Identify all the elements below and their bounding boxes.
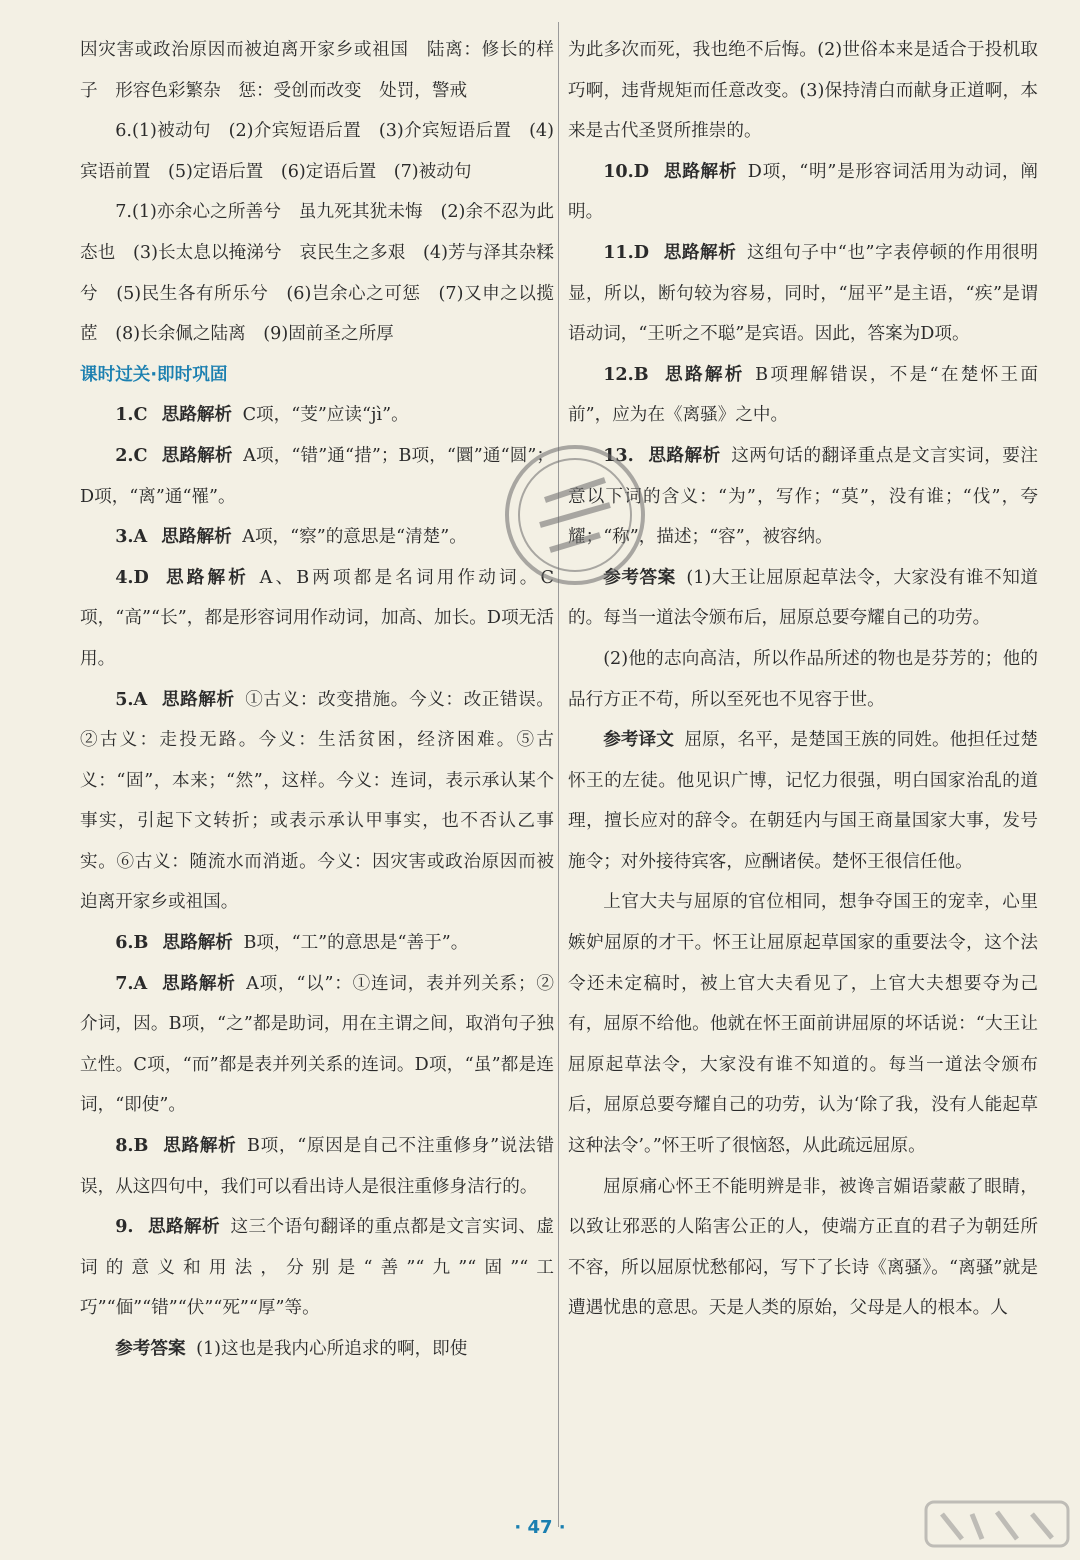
item-label: 思路解析 (162, 933, 233, 954)
answer-text: (1)大王让屈原起草法令，大家没有谁不知道的。每当一道法令颁布后，屈原总要夸耀自己的功劳。 (568, 567, 1038, 629)
item-label: 思路解析 (161, 527, 232, 548)
item-number: 3.A (115, 526, 148, 548)
right-column (568, 30, 1038, 1329)
item-number: 12.B (603, 363, 649, 385)
item-4 (80, 558, 554, 680)
item-10 (568, 152, 1038, 233)
page-number: · 47 · (514, 1517, 566, 1538)
item-text: D项，“明”是形容词活用为动词，阐明。 (568, 161, 1038, 223)
answer-6: 6.(1)被动句 (2)介宾短语后置 (3)介宾短语后置 (4)宾语前置 (5)定语后置 (6)定语后置 (7)被动句 (80, 121, 554, 182)
item-text: C项，“芰”应读“jì”。 (242, 405, 409, 426)
translation-label: 参考译文 (603, 730, 674, 751)
right-continuation: 为此多次而死，我也绝不后悔。(2)世俗本来是适合于投机取巧啊，违背规矩而任意改变。(3)保持清白而献身正道啊，本来是古代圣贤所推崇的。 (568, 40, 1038, 142)
item-label: 思路解析 (161, 973, 236, 994)
item-5 (80, 680, 554, 924)
item-text: A、B两项都是名词用作动词。C项，“高”“长”，都是形容词用作动词，加高、加长。D项无活用。 (80, 567, 554, 669)
item-text: 这三个语句翻译的重点都是文言实词、虚词的意义和用法，分别是“善”“九”“固”“工巧”“偭”“错”“伏”“死”“厚”等。 (80, 1217, 554, 1319)
answer-7: 7.(1)亦余心之所善兮 虽九死其犹未悔 (2)余不忍为此态也 (3)长太息以掩涕兮 哀民生之多艰 (4)芳与泽其杂糅兮 (5)民生各有所乐兮 (6)岂余心之可惩 (7)又申之以揽茝 (8)长余佩之陆离 (9)固前圣之所厚 (80, 202, 554, 345)
item-number: 6.B (115, 932, 149, 954)
item-label: 思路解析 (147, 1217, 220, 1238)
item-text: A项，“察”的意思是“清楚”。 (242, 527, 467, 548)
item-9 (80, 1207, 554, 1329)
item-7 (80, 964, 554, 1126)
item-12 (568, 355, 1038, 436)
item-text: ①古义：改变措施。今义：改正错误。②古义：走投无路。今义：生活贫困，经济困难。⑤古义：“固”，本来；“然”，这样。今义：连词，表示承认某个事实，引起下文转折；或表示承认甲事实，也不否认乙事实。⑥古义：随流水而消逝。今义：因灾害或政治原因而被迫离开家乡或祖国。 (80, 689, 554, 913)
item-text: B项，“工”的意思是“善于”。 (243, 933, 469, 954)
item-1 (80, 395, 554, 436)
item-number: 9. (115, 1216, 134, 1238)
translation-text: 屈原，名平，是楚国王族的同姓。他担任过楚怀王的左徒。他见识广博，记忆力很强，明白国家治乱的道理，擅长应对的辞令。在朝廷内与国王商量国家大事，发号施令；对外接待宾客，应酬诸侯。楚怀王很信任他。 (568, 730, 1038, 872)
item-2 (80, 436, 554, 517)
item-number: 4.D (115, 566, 149, 588)
item-text: 这两句话的翻译重点是文言实词，要注意以下词的含义：“为”，写作；“莫”，没有谁；“伐”，夸耀；“称”，描述；“容”，被容纳。 (568, 445, 1038, 548)
reference-answer-13-part2: (2)他的志向高洁，所以作品所述的物也是芬芳的；他的品行方正不苟，所以至死也不见容于世。 (568, 648, 1038, 710)
item-number: 1.C (115, 404, 148, 426)
item-number: 2.C (115, 444, 148, 466)
item-label: 思路解析 (663, 161, 738, 182)
reference-answer-9 (80, 1329, 554, 1370)
item-label: 思路解析 (647, 445, 721, 466)
item-label: 思路解析 (162, 567, 250, 588)
answer-label: 参考答案 (603, 567, 676, 588)
item-text: A项，“错”通“措”；B项，“圜”通“圆”；D项，“离”通“罹”。 (80, 445, 554, 507)
item-label: 思路解析 (663, 242, 737, 263)
item-number: 10.D (603, 160, 650, 182)
translation-para-2: 上官大夫与屈原的官位相同，想争夺国王的宠幸，心里嫉妒屈原的才干。怀王让屈原起草国家的重要法令，这个法令还未定稿时，被上官大夫看见了，上官大夫想要夺为己有，屈原不给他。他就在怀王面前讲屈原的坏话说：“大王让屈原起草法令，大家没有谁不知道的。每当一道法令颁布后，屈原总要夸耀自己的功劳，认为‘除了我，没有人能起草这种法令’。”怀王听了很恼怒，从此疏远屈原。 (568, 892, 1038, 1157)
item-number: 5.A (115, 688, 148, 710)
item-label: 思路解析 (662, 364, 745, 385)
item-label: 思路解析 (161, 445, 233, 466)
translation-para-3: 屈原痛心怀王不能明辨是非，被谗言媚语蒙蔽了眼睛，以致让邪恶的人陷害公正的人，使端方正直的君子为朝廷所不容，所以屈原忧愁郁闷，写下了长诗《离骚》。“离骚”就是遭遇忧患的意思。天是人类的原始，父母是人的根本。人 (568, 1176, 1038, 1319)
section-title: 课时过关·即时巩固 (80, 364, 228, 385)
answer-label: 参考答案 (115, 1339, 186, 1359)
watermark-stamp-icon (500, 440, 650, 590)
item-number: 13. (603, 444, 634, 466)
item-text: A项，“以”：①连词，表并列关系；②介词，因。B项，“之”都是助词，用在主谓之间，取消句子独立性。C项，“而”都是表并列关系的连词。D项，“虽”都是连词，“即使”。 (80, 973, 554, 1116)
item-3 (80, 517, 554, 558)
left-continuation: 因灾害或政治原因而被迫离开家乡或祖国 陆离：修长的样子 形容色彩繁杂 惩：受创而改变 处罚，警戒 (80, 40, 554, 101)
left-column (80, 30, 554, 1370)
item-label: 思路解析 (161, 689, 235, 710)
translation-para-1 (568, 720, 1038, 882)
item-text: B项理解错误，不是“在楚怀王面前”，应为在《离骚》之中。 (568, 364, 1038, 426)
column-divider (558, 22, 559, 1527)
item-number: 7.A (115, 972, 148, 994)
item-number: 11.D (603, 241, 650, 263)
item-label: 思路解析 (161, 405, 233, 426)
answer-text: (1)这也是我内心所追求的啊，即使 (196, 1339, 468, 1359)
item-label: 思路解析 (162, 1136, 237, 1157)
item-text: B项，“原因是自己不注重修身”说法错误，从这四句中，我们可以看出诗人是很注重修身洁行的。 (80, 1136, 554, 1197)
item-6 (80, 923, 554, 964)
item-text: 这组句子中“也”字表停顿的作用很明显，所以，断句较为容易，同时，“屈平”是主语，“疾”是谓语动词，“王听之不聪”是宾语。因此，答案为D项。 (568, 242, 1038, 345)
item-11 (568, 233, 1038, 355)
item-number: 8.B (115, 1135, 149, 1157)
item-8 (80, 1126, 554, 1207)
